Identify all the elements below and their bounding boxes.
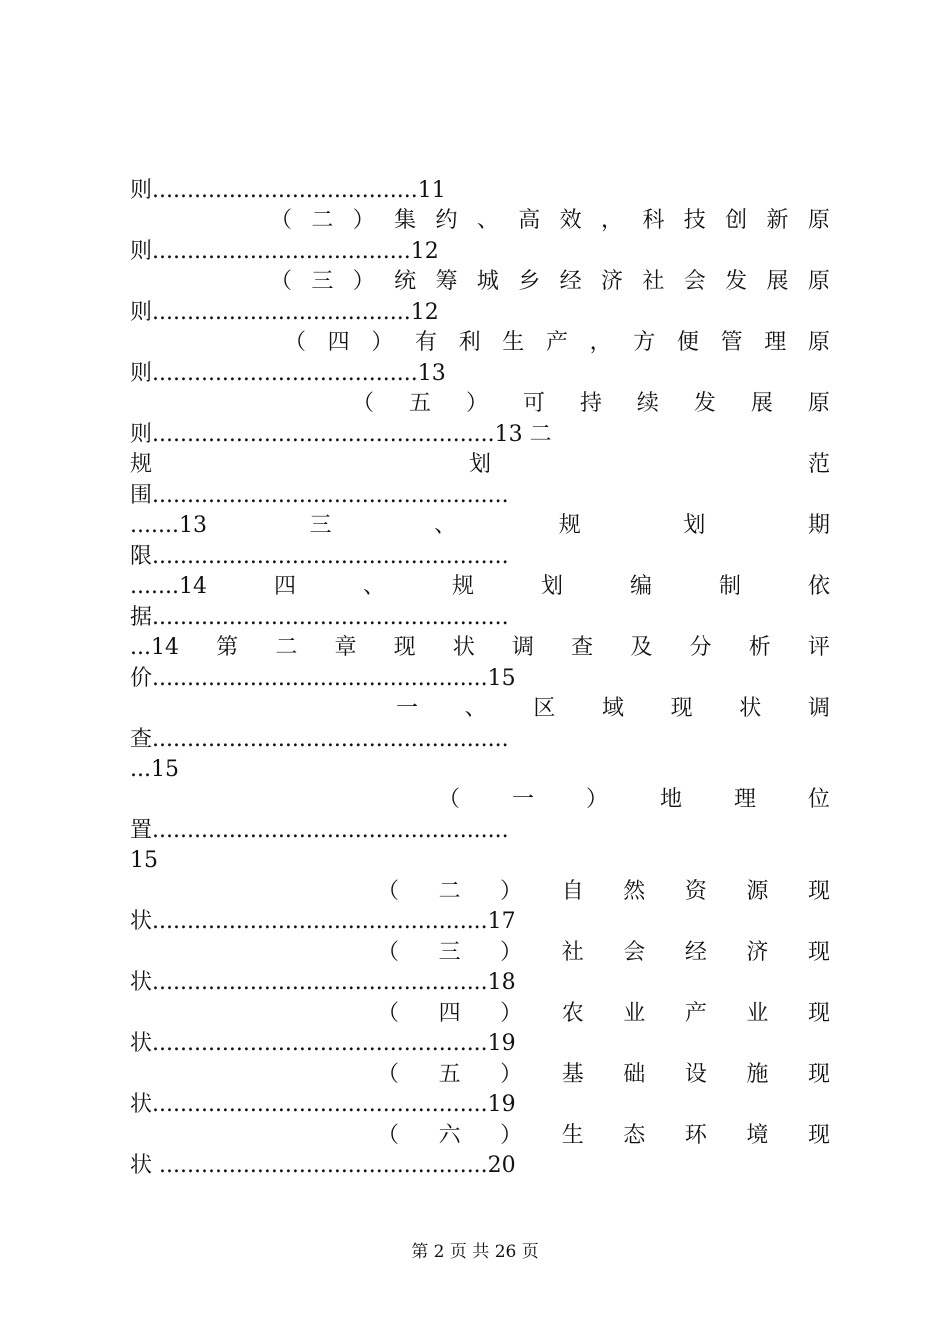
toc-glyph: .......13 <box>130 513 207 538</box>
toc-glyph: （ <box>270 208 293 233</box>
toc-glyph: 利 <box>458 330 481 355</box>
toc-glyph: 三 <box>311 269 334 294</box>
toc-glyph: 四 <box>327 330 350 355</box>
toc-glyph: 理 <box>733 787 756 812</box>
toc-glyph: （ <box>377 1123 400 1148</box>
toc-line: 价................................................15 <box>130 666 516 691</box>
toc-glyph: 二 <box>275 635 298 660</box>
toc-glyph: 、 <box>362 574 385 599</box>
toc-glyph: 原 <box>807 391 830 416</box>
toc-glyph: 规 <box>451 574 474 599</box>
toc-glyph: 础 <box>623 1062 646 1087</box>
toc-line <box>377 998 830 1030</box>
toc-glyph: 三 <box>438 940 461 965</box>
toc-glyph: 现 <box>807 879 830 904</box>
toc-glyph: 社 <box>642 269 665 294</box>
toc-glyph: 产 <box>684 1001 707 1026</box>
toc-line <box>270 205 830 237</box>
toc-glyph: 评 <box>807 635 830 660</box>
toc-line: 15 <box>130 848 158 873</box>
toc-glyph: 析 <box>748 635 771 660</box>
toc-glyph: 四 <box>438 1001 461 1026</box>
toc-glyph: ） <box>500 1123 523 1148</box>
toc-glyph: 管 <box>720 330 743 355</box>
toc-glyph: 状 <box>452 635 475 660</box>
toc-glyph: 、 <box>476 208 499 233</box>
toc-glyph: （ <box>352 391 375 416</box>
toc-glyph: 施 <box>746 1062 769 1087</box>
toc-glyph: 依 <box>807 574 830 599</box>
toc-line: 置................................................... <box>130 818 509 843</box>
toc-line <box>270 266 830 298</box>
toc-glyph: 章 <box>334 635 357 660</box>
toc-glyph: 科 <box>642 208 665 233</box>
toc-glyph: ， <box>601 208 624 233</box>
toc-glyph: 集 <box>394 208 417 233</box>
toc-line: 查................................................... <box>130 727 509 752</box>
toc-line <box>377 937 830 969</box>
toc-glyph: 然 <box>623 879 646 904</box>
toc-line: 状 ...............................................20 <box>130 1153 516 1178</box>
toc-line: 则.................................................13 二 <box>130 422 552 447</box>
toc-line <box>130 571 830 603</box>
toc-glyph: 生 <box>502 330 525 355</box>
toc-line: 则......................................13 <box>130 361 446 386</box>
toc-glyph: 六 <box>438 1123 461 1148</box>
toc-glyph: 乡 <box>518 269 541 294</box>
toc-line <box>130 510 830 542</box>
toc-glyph: 划 <box>683 513 706 538</box>
toc-glyph: ） <box>500 1062 523 1087</box>
toc-glyph: 第 <box>216 635 239 660</box>
toc-line <box>130 632 830 664</box>
toc-glyph: 现 <box>807 940 830 965</box>
toc-glyph: （ <box>270 269 293 294</box>
toc-glyph: 态 <box>623 1123 646 1148</box>
toc-glyph: 自 <box>561 879 584 904</box>
toc-glyph: 技 <box>683 208 706 233</box>
toc-line <box>396 693 830 725</box>
toc-glyph: 区 <box>533 696 556 721</box>
toc-glyph: 现 <box>807 1123 830 1148</box>
toc-glyph: 境 <box>746 1123 769 1148</box>
toc-glyph: 便 <box>676 330 699 355</box>
toc-glyph: 环 <box>684 1123 707 1148</box>
toc-glyph: 、 <box>464 696 487 721</box>
toc-glyph: 持 <box>579 391 602 416</box>
toc-line <box>130 449 830 481</box>
toc-glyph: （ <box>377 879 400 904</box>
toc-glyph: 一 <box>396 696 419 721</box>
toc-glyph: 统 <box>394 269 417 294</box>
toc-glyph: 及 <box>630 635 653 660</box>
toc-glyph: 理 <box>764 330 787 355</box>
toc-glyph: 会 <box>683 269 706 294</box>
toc-glyph: 筹 <box>435 269 458 294</box>
toc-glyph: 域 <box>601 696 624 721</box>
toc-line: 据................................................... <box>130 605 509 630</box>
toc-glyph: 发 <box>725 269 748 294</box>
toc-glyph: ） <box>371 330 394 355</box>
toc-glyph: ） <box>500 1001 523 1026</box>
toc-glyph: 查 <box>571 635 594 660</box>
toc-line <box>377 1120 830 1152</box>
toc-glyph: 规 <box>558 513 581 538</box>
toc-line <box>377 1059 830 1091</box>
toc-glyph: ） <box>500 940 523 965</box>
toc-glyph: 业 <box>746 1001 769 1026</box>
toc-glyph: 规 <box>130 452 153 477</box>
toc-glyph: 现 <box>807 1001 830 1026</box>
toc-glyph: .......14 <box>130 574 207 599</box>
toc-glyph: 济 <box>746 940 769 965</box>
toc-glyph: ） <box>500 879 523 904</box>
toc-glyph: 基 <box>561 1062 584 1087</box>
toc-glyph: 四 <box>273 574 296 599</box>
toc-glyph: 生 <box>561 1123 584 1148</box>
toc-glyph: 、 <box>434 513 457 538</box>
toc-glyph: 原 <box>807 269 830 294</box>
toc-line <box>377 876 830 908</box>
toc-glyph: 约 <box>435 208 458 233</box>
toc-line <box>352 388 830 420</box>
toc-glyph: 划 <box>468 452 491 477</box>
toc-glyph: 五 <box>438 1062 461 1087</box>
toc-glyph: ） <box>352 208 375 233</box>
toc-glyph: 调 <box>512 635 535 660</box>
toc-glyph: 高 <box>518 208 541 233</box>
toc-line: 限................................................... <box>130 544 509 569</box>
toc-glyph: 五 <box>408 391 431 416</box>
toc-glyph: 范 <box>807 452 830 477</box>
toc-glyph: 制 <box>718 574 741 599</box>
toc-glyph: ） <box>352 269 375 294</box>
toc-glyph: （ <box>377 940 400 965</box>
toc-glyph: 有 <box>414 330 437 355</box>
toc-glyph: 方 <box>633 330 656 355</box>
toc-glyph: 现 <box>807 1062 830 1087</box>
toc-glyph: 展 <box>766 269 789 294</box>
toc-line <box>284 327 830 359</box>
toc-glyph: ， <box>589 330 612 355</box>
toc-glyph: 城 <box>476 269 499 294</box>
toc-glyph: 展 <box>750 391 773 416</box>
toc-line: 状................................................17 <box>130 909 516 934</box>
toc-glyph: 经 <box>684 940 707 965</box>
toc-glyph: ...14 <box>130 635 179 660</box>
toc-glyph: 效 <box>559 208 582 233</box>
toc-glyph: 可 <box>522 391 545 416</box>
toc-line: 状................................................18 <box>130 970 516 995</box>
toc-line: 则......................................11 <box>130 178 446 203</box>
toc-glyph: 状 <box>739 696 762 721</box>
toc-glyph: 经 <box>559 269 582 294</box>
toc-line <box>438 784 830 816</box>
toc-glyph: （ <box>377 1001 400 1026</box>
toc-glyph: 划 <box>540 574 563 599</box>
toc-glyph: 发 <box>693 391 716 416</box>
toc-glyph: 新 <box>766 208 789 233</box>
toc-glyph: 原 <box>807 330 830 355</box>
toc-glyph: （ <box>438 787 461 812</box>
toc-line: 则.....................................12 <box>130 239 439 264</box>
toc-line: 状................................................19 <box>130 1092 516 1117</box>
toc-glyph: 续 <box>636 391 659 416</box>
toc-glyph: 济 <box>601 269 624 294</box>
toc-glyph: 编 <box>629 574 652 599</box>
toc-glyph: 社 <box>561 940 584 965</box>
page-footer: 第 2 页 共 26 页 <box>411 1242 539 1262</box>
toc-glyph: 现 <box>393 635 416 660</box>
toc-glyph: 原 <box>807 208 830 233</box>
toc-glyph: 位 <box>807 787 830 812</box>
toc-glyph: 二 <box>438 879 461 904</box>
toc-glyph: ） <box>465 391 488 416</box>
toc-glyph: 创 <box>725 208 748 233</box>
toc-glyph: 设 <box>684 1062 707 1087</box>
toc-glyph: 会 <box>623 940 646 965</box>
toc-glyph: 二 <box>311 208 334 233</box>
toc-glyph: 源 <box>746 879 769 904</box>
toc-glyph: （ <box>377 1062 400 1087</box>
toc-glyph: 地 <box>659 787 682 812</box>
toc-glyph: 期 <box>807 513 830 538</box>
toc-glyph: 资 <box>684 879 707 904</box>
toc-glyph: 农 <box>561 1001 584 1026</box>
toc-glyph: 调 <box>807 696 830 721</box>
toc-line: 则.....................................12 <box>130 300 439 325</box>
toc-line: ...15 <box>130 757 179 782</box>
toc-glyph: 分 <box>689 635 712 660</box>
toc-glyph: 一 <box>511 787 534 812</box>
toc-glyph: ） <box>585 787 608 812</box>
toc-glyph: 现 <box>670 696 693 721</box>
toc-glyph: （ <box>284 330 307 355</box>
toc-glyph: 业 <box>623 1001 646 1026</box>
toc-glyph: 三 <box>309 513 332 538</box>
toc-line: 围................................................... <box>130 483 509 508</box>
toc-glyph: 产 <box>545 330 568 355</box>
toc-line: 状................................................19 <box>130 1031 516 1056</box>
